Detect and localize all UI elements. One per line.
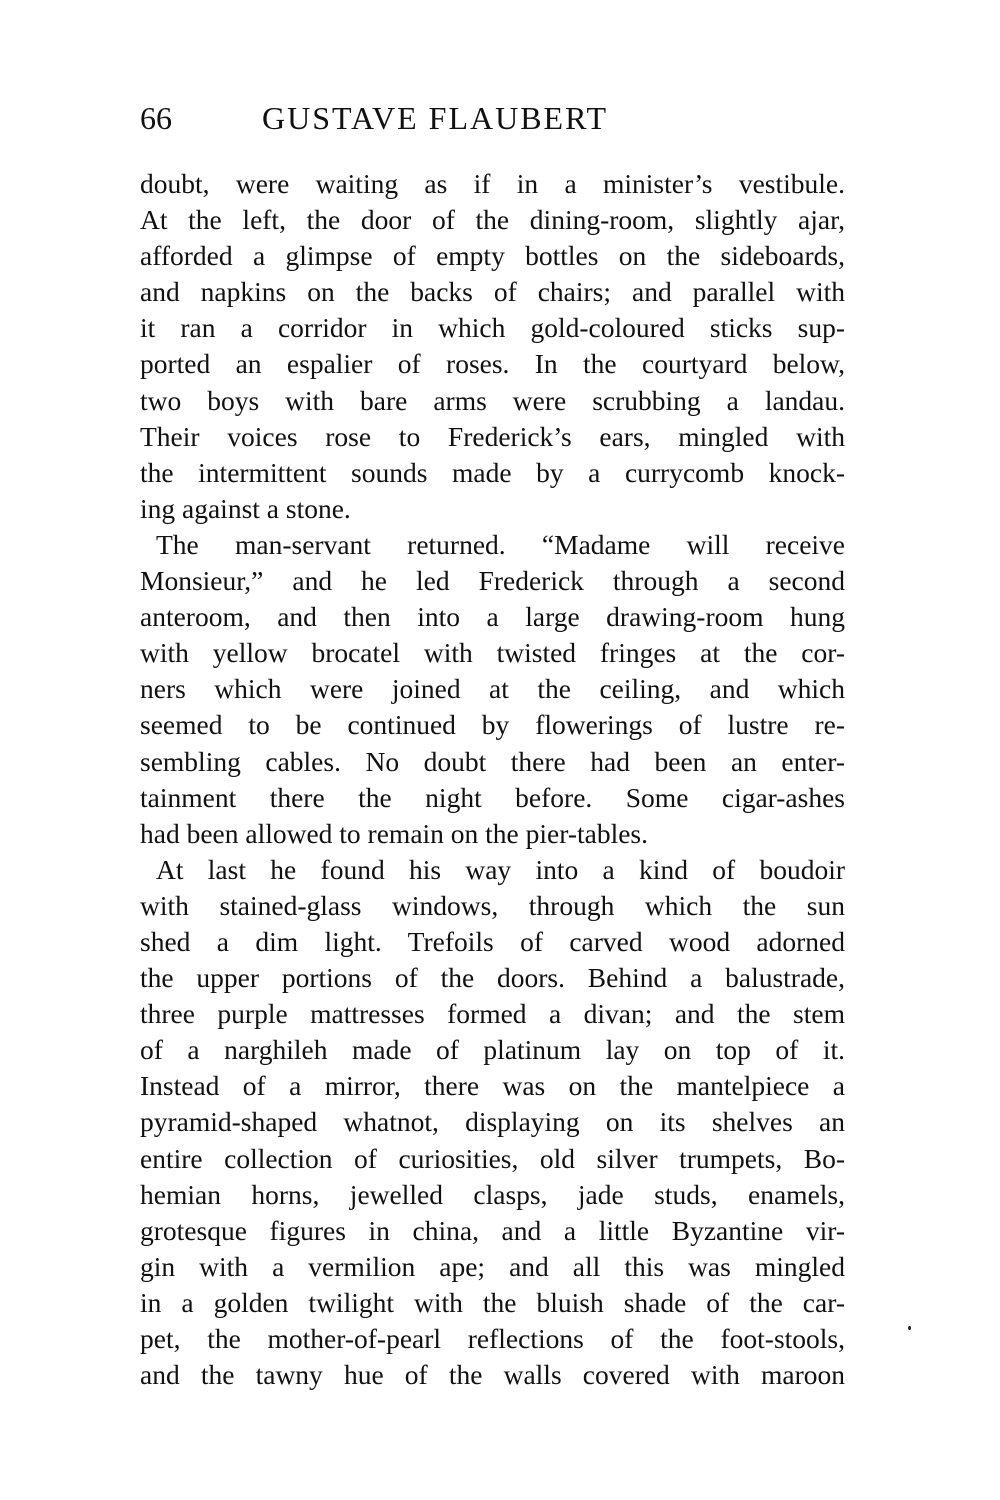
text-line: and napkins on the backs of chairs; and parallel with	[140, 276, 845, 308]
text-line: pyramid-shaped whatnot, displaying on its shelves an	[140, 1106, 845, 1138]
text-line: of a narghileh made of platinum lay on top of it.	[140, 1034, 845, 1066]
text-line: At the left, the door of the dining-room, slightly ajar,	[140, 204, 845, 236]
text-line: and the tawny hue of the walls covered with maroon	[140, 1359, 845, 1391]
text-line: had been allowed to remain on the pier-tables.	[140, 817, 649, 849]
text-line: Instead of a mirror, there was on the mantelpiece a	[140, 1070, 845, 1102]
page-header	[140, 100, 845, 144]
text-line: three purple mattresses formed a divan; and the stem	[140, 998, 845, 1030]
running-title: GUSTAVE FLAUBERT	[262, 100, 609, 136]
text-line: gin with a vermilion ape; and all this was mingled	[140, 1250, 845, 1282]
text-line: two boys with bare arms were scrubbing a landau.	[140, 384, 845, 416]
text-line: afforded a glimpse of empty bottles on the sideboards,	[140, 240, 845, 272]
text-line: At last he found his way into a kind of boudoir	[156, 853, 845, 885]
text-line: Monsieur,” and he led Frederick through a second	[140, 565, 845, 597]
text-line: entire collection of curiosities, old silver trumpets, Bo-	[140, 1142, 845, 1174]
text-line: with yellow brocatel with twisted fringes at the cor-	[140, 637, 845, 669]
text-line: tainment there the night before. Some cigar-ashes	[140, 781, 845, 813]
scan-speck	[908, 1326, 911, 1330]
text-line: the intermittent sounds made by a currycomb knock-	[140, 456, 845, 488]
text-line: it ran a corridor in which gold-coloured sticks sup-	[140, 312, 845, 344]
text-line: grotesque figures in china, and a little Byzantine vir-	[140, 1214, 845, 1246]
text-line: seemed to be continued by flowerings of lustre re-	[140, 709, 845, 741]
text-line: anteroom, and then into a large drawing-room hung	[140, 601, 845, 633]
text-line: doubt, were waiting as if in a minister’s vestibule.	[140, 168, 845, 199]
text-line: The man-servant returned. “Madame will receive	[156, 528, 845, 560]
text-line: ing against a stone.	[140, 492, 351, 524]
text-line: hemian horns, jewelled clasps, jade studs, enamels,	[140, 1178, 845, 1210]
text-line: pet, the mother-of-pearl reflections of the foot-stools,	[140, 1323, 845, 1354]
text-line: the upper portions of the doors. Behind a balustrade,	[140, 962, 845, 994]
text-line: ported an espalier of roses. In the courtyard below,	[140, 348, 845, 380]
body-text	[140, 166, 845, 1393]
text-line: ners which were joined at the ceiling, and which	[140, 673, 845, 705]
text-line: in a golden twilight with the bluish shade of the car-	[140, 1286, 845, 1318]
text-line: with stained-glass windows, through which the sun	[140, 889, 845, 921]
page-number: 66	[140, 100, 172, 136]
text-line: sembling cables. No doubt there had been an enter-	[140, 745, 845, 777]
text-line: shed a dim light. Trefoils of carved wood adorned	[140, 925, 845, 957]
text-line: Their voices rose to Frederick’s ears, mingled with	[140, 420, 845, 452]
